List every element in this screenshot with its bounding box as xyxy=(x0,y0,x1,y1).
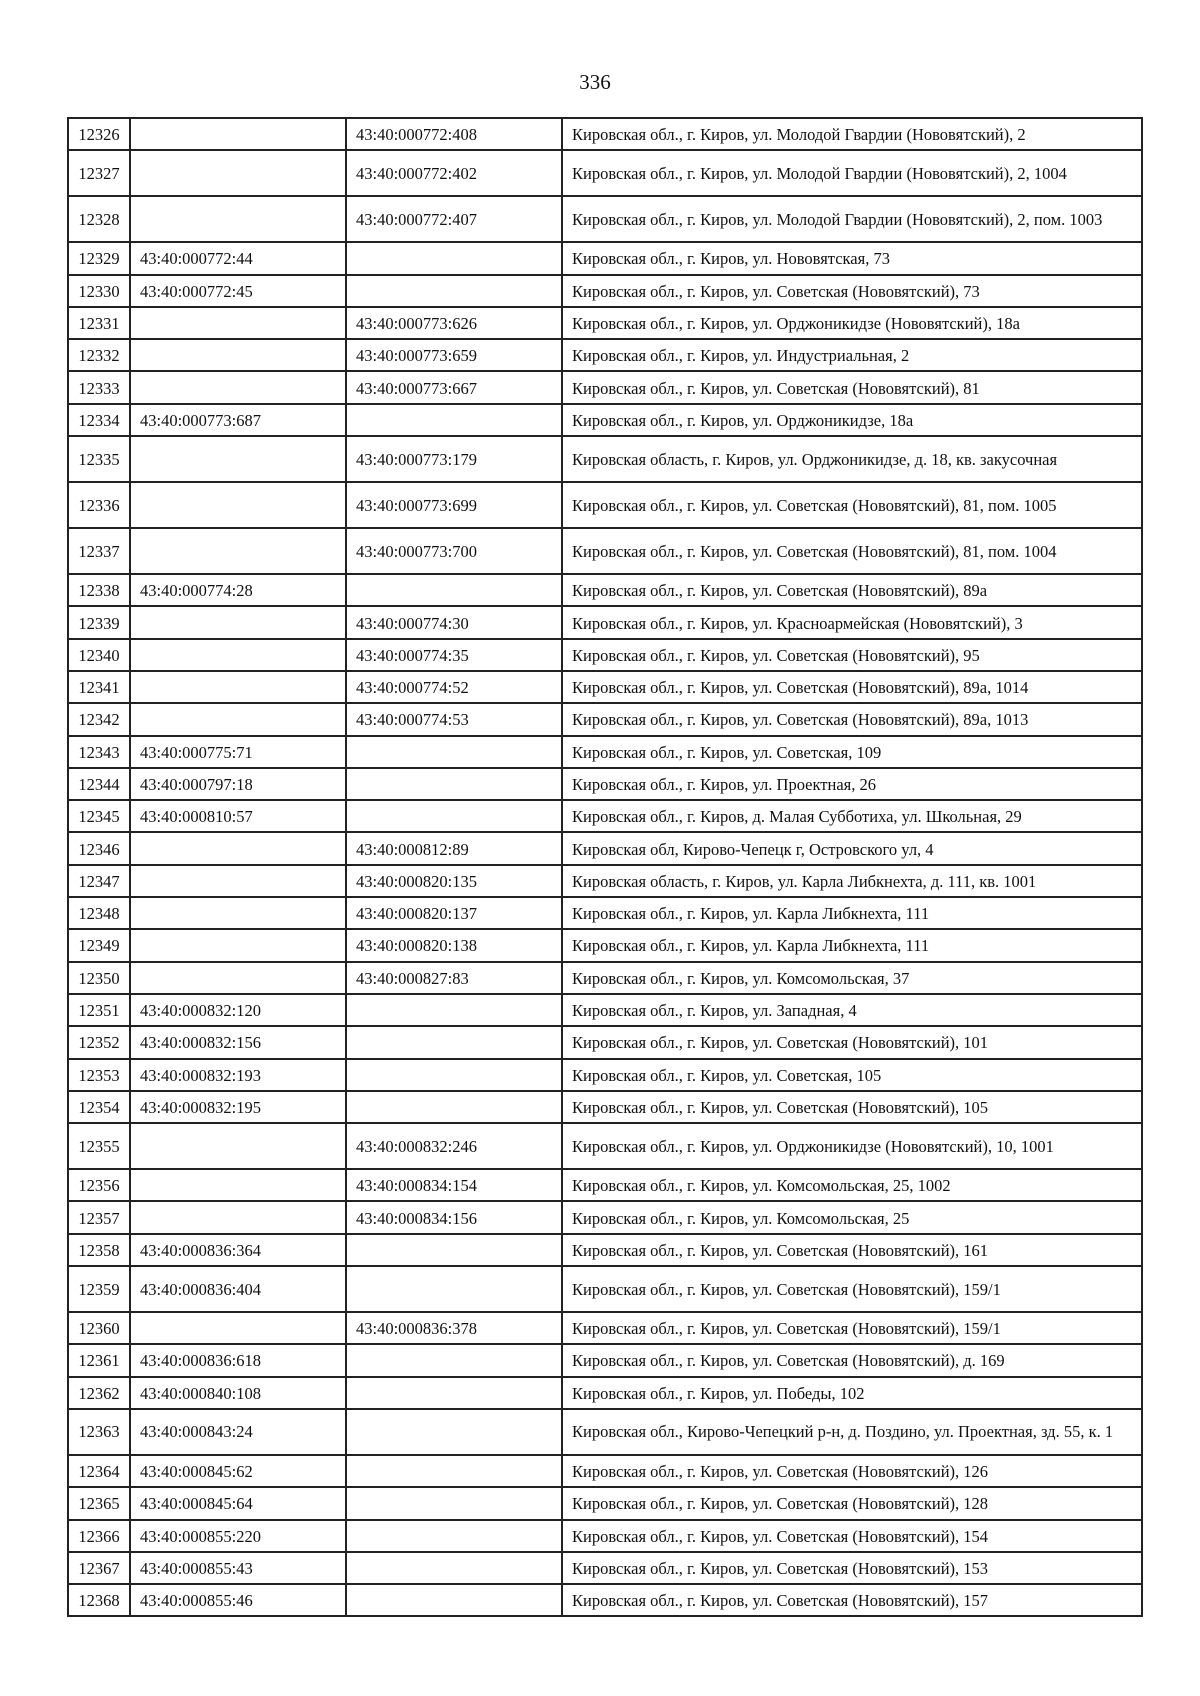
building-cadastral-number-cell xyxy=(346,768,562,800)
land-cadastral-number-cell xyxy=(130,339,346,371)
table-row xyxy=(68,339,1142,371)
row-number-cell: 12347 xyxy=(68,865,130,897)
row-number-cell: 12364 xyxy=(68,1455,130,1487)
row-number-cell: 12361 xyxy=(68,1344,130,1376)
land-cadastral-number-cell xyxy=(130,671,346,703)
address-cell: Кировская обл., г. Киров, ул. Советская (Нововятский), 154 xyxy=(562,1520,1142,1552)
address-cell: Кировская обл., г. Киров, ул. Молодой Гвардии (Нововятский), 2 xyxy=(562,118,1142,150)
land-cadastral-number-cell xyxy=(130,482,346,528)
land-cadastral-number-cell: 43:40:000855:46 xyxy=(130,1584,346,1616)
row-number-cell: 12330 xyxy=(68,275,130,307)
table-row xyxy=(68,307,1142,339)
land-cadastral-number-cell: 43:40:000832:120 xyxy=(130,994,346,1026)
building-cadastral-number-cell: 43:40:000820:138 xyxy=(346,929,562,961)
address-cell: Кировская обл., г. Киров, ул. Советская, 109 xyxy=(562,736,1142,768)
land-cadastral-number-cell: 43:40:000855:43 xyxy=(130,1552,346,1584)
table-row xyxy=(68,606,1142,638)
land-cadastral-number-cell xyxy=(130,196,346,242)
row-number-cell: 12366 xyxy=(68,1520,130,1552)
building-cadastral-number-cell xyxy=(346,404,562,436)
address-cell: Кировская обл., г. Киров, ул. Комсомольская, 25, 1002 xyxy=(562,1169,1142,1201)
address-cell: Кировская обл., г. Киров, ул. Карла Либкнехта, 111 xyxy=(562,897,1142,929)
row-number-cell: 12350 xyxy=(68,962,130,994)
land-cadastral-number-cell xyxy=(130,1201,346,1233)
building-cadastral-number-cell: 43:40:000772:402 xyxy=(346,150,562,196)
address-cell: Кировская обл., г. Киров, ул. Победы, 102 xyxy=(562,1377,1142,1409)
row-number-cell: 12356 xyxy=(68,1169,130,1201)
row-number-cell: 12360 xyxy=(68,1312,130,1344)
address-cell: Кировская обл., г. Киров, ул. Советская (Нововятский), 153 xyxy=(562,1552,1142,1584)
row-number-cell: 12333 xyxy=(68,371,130,403)
address-cell: Кировская обл., г. Киров, ул. Советская (Нововятский), 89а xyxy=(562,574,1142,606)
address-cell: Кировская обл., г. Киров, ул. Советская (Нововятский), 101 xyxy=(562,1026,1142,1058)
table-row xyxy=(68,436,1142,482)
address-cell: Кировская обл., г. Киров, ул. Советская (Нововятский), 81, пом. 1005 xyxy=(562,482,1142,528)
building-cadastral-number-cell xyxy=(346,736,562,768)
building-cadastral-number-cell xyxy=(346,1377,562,1409)
land-cadastral-number-cell: 43:40:000775:71 xyxy=(130,736,346,768)
row-number-cell: 12355 xyxy=(68,1123,130,1169)
table-row xyxy=(68,1312,1142,1344)
table-row xyxy=(68,1409,1142,1455)
row-number-cell: 12357 xyxy=(68,1201,130,1233)
address-cell: Кировская обл., Кирово-Чепецкий р-н, д. Поздино, ул. Проектная, зд. 55, к. 1 xyxy=(562,1409,1142,1455)
land-cadastral-number-cell xyxy=(130,150,346,196)
table-row xyxy=(68,574,1142,606)
address-cell: Кировская обл., г. Киров, ул. Комсомольская, 37 xyxy=(562,962,1142,994)
table-row xyxy=(68,1091,1142,1123)
address-cell: Кировская обл., г. Киров, ул. Индустриальная, 2 xyxy=(562,339,1142,371)
row-number-cell: 12326 xyxy=(68,118,130,150)
table-row xyxy=(68,1377,1142,1409)
address-cell: Кировская обл., г. Киров, ул. Комсомольская, 25 xyxy=(562,1201,1142,1233)
table-row xyxy=(68,671,1142,703)
table-row xyxy=(68,150,1142,196)
registry-table-body xyxy=(68,118,1142,1616)
address-cell: Кировская обл., г. Киров, ул. Советская (Нововятский), 81 xyxy=(562,371,1142,403)
land-cadastral-number-cell xyxy=(130,962,346,994)
building-cadastral-number-cell: 43:40:000773:667 xyxy=(346,371,562,403)
land-cadastral-number-cell xyxy=(130,639,346,671)
address-cell: Кировская обл., г. Киров, ул. Орджоникидзе, 18а xyxy=(562,404,1142,436)
page-number: 336 xyxy=(579,70,611,94)
row-number-cell: 12348 xyxy=(68,897,130,929)
building-cadastral-number-cell xyxy=(346,1059,562,1091)
row-number-cell: 12334 xyxy=(68,404,130,436)
building-cadastral-number-cell xyxy=(346,800,562,832)
land-cadastral-number-cell: 43:40:000855:220 xyxy=(130,1520,346,1552)
row-number-cell: 12352 xyxy=(68,1026,130,1058)
building-cadastral-number-cell: 43:40:000774:52 xyxy=(346,671,562,703)
building-cadastral-number-cell xyxy=(346,1091,562,1123)
table-row xyxy=(68,736,1142,768)
row-number-cell: 12329 xyxy=(68,242,130,274)
row-number-cell: 12341 xyxy=(68,671,130,703)
address-cell: Кировская обл., г. Киров, ул. Советская (Нововятский), 95 xyxy=(562,639,1142,671)
land-cadastral-number-cell xyxy=(130,703,346,735)
table-row xyxy=(68,275,1142,307)
land-cadastral-number-cell: 43:40:000832:193 xyxy=(130,1059,346,1091)
building-cadastral-number-cell xyxy=(346,1344,562,1376)
land-cadastral-number-cell: 43:40:000772:44 xyxy=(130,242,346,274)
row-number-cell: 12335 xyxy=(68,436,130,482)
building-cadastral-number-cell xyxy=(346,994,562,1026)
table-row xyxy=(68,242,1142,274)
row-number-cell: 12345 xyxy=(68,800,130,832)
table-row xyxy=(68,528,1142,574)
building-cadastral-number-cell: 43:40:000773:659 xyxy=(346,339,562,371)
row-number-cell: 12359 xyxy=(68,1266,130,1312)
row-number-cell: 12351 xyxy=(68,994,130,1026)
land-cadastral-number-cell: 43:40:000843:24 xyxy=(130,1409,346,1455)
table-row xyxy=(68,1487,1142,1519)
table-row xyxy=(68,994,1142,1026)
address-cell: Кировская обл., г. Киров, ул. Советская, 105 xyxy=(562,1059,1142,1091)
building-cadastral-number-cell: 43:40:000773:179 xyxy=(346,436,562,482)
address-cell: Кировская обл., г. Киров, ул. Советская (Нововятский), 89а, 1013 xyxy=(562,703,1142,735)
table-row xyxy=(68,703,1142,735)
row-number-cell: 12339 xyxy=(68,606,130,638)
building-cadastral-number-cell xyxy=(346,1552,562,1584)
land-cadastral-number-cell xyxy=(130,307,346,339)
land-cadastral-number-cell xyxy=(130,371,346,403)
row-number-cell: 12368 xyxy=(68,1584,130,1616)
table-row xyxy=(68,1455,1142,1487)
table-row xyxy=(68,196,1142,242)
building-cadastral-number-cell xyxy=(346,1487,562,1519)
building-cadastral-number-cell xyxy=(346,275,562,307)
land-cadastral-number-cell xyxy=(130,118,346,150)
building-cadastral-number-cell: 43:40:000834:154 xyxy=(346,1169,562,1201)
building-cadastral-number-cell xyxy=(346,1520,562,1552)
land-cadastral-number-cell: 43:40:000836:618 xyxy=(130,1344,346,1376)
table-row xyxy=(68,897,1142,929)
land-cadastral-number-cell xyxy=(130,1123,346,1169)
address-cell: Кировская обл., г. Киров, ул. Советская (Нововятский), 126 xyxy=(562,1455,1142,1487)
land-cadastral-number-cell xyxy=(130,606,346,638)
row-number-cell: 12358 xyxy=(68,1234,130,1266)
building-cadastral-number-cell: 43:40:000832:246 xyxy=(346,1123,562,1169)
table-row xyxy=(68,800,1142,832)
land-cadastral-number-cell xyxy=(130,436,346,482)
building-cadastral-number-cell: 43:40:000773:699 xyxy=(346,482,562,528)
address-cell: Кировская обл., г. Киров, ул. Советская (Нововятский), 89а, 1014 xyxy=(562,671,1142,703)
building-cadastral-number-cell: 43:40:000773:700 xyxy=(346,528,562,574)
land-cadastral-number-cell: 43:40:000797:18 xyxy=(130,768,346,800)
land-cadastral-number-cell xyxy=(130,865,346,897)
land-cadastral-number-cell: 43:40:000810:57 xyxy=(130,800,346,832)
address-cell: Кировская обл., г. Киров, ул. Западная, 4 xyxy=(562,994,1142,1026)
address-cell: Кировская обл., г. Киров, ул. Орджоникидзе (Нововятский), 18а xyxy=(562,307,1142,339)
table-row xyxy=(68,1234,1142,1266)
row-number-cell: 12340 xyxy=(68,639,130,671)
address-cell: Кировская область, г. Киров, ул. Карла Либкнехта, д. 111, кв. 1001 xyxy=(562,865,1142,897)
table-row xyxy=(68,1059,1142,1091)
building-cadastral-number-cell xyxy=(346,1026,562,1058)
building-cadastral-number-cell xyxy=(346,1266,562,1312)
table-row xyxy=(68,1584,1142,1616)
building-cadastral-number-cell: 43:40:000774:30 xyxy=(346,606,562,638)
row-number-cell: 12362 xyxy=(68,1377,130,1409)
row-number-cell: 12343 xyxy=(68,736,130,768)
building-cadastral-number-cell xyxy=(346,574,562,606)
row-number-cell: 12331 xyxy=(68,307,130,339)
land-cadastral-number-cell: 43:40:000772:45 xyxy=(130,275,346,307)
table-row xyxy=(68,1026,1142,1058)
land-cadastral-number-cell: 43:40:000836:404 xyxy=(130,1266,346,1312)
land-cadastral-number-cell: 43:40:000840:108 xyxy=(130,1377,346,1409)
land-cadastral-number-cell xyxy=(130,1312,346,1344)
land-cadastral-number-cell: 43:40:000836:364 xyxy=(130,1234,346,1266)
registry-table xyxy=(67,117,1143,1617)
address-cell: Кировская обл., г. Киров, ул. Красноармейская (Нововятский), 3 xyxy=(562,606,1142,638)
land-cadastral-number-cell: 43:40:000773:687 xyxy=(130,404,346,436)
address-cell: Кировская обл., г. Киров, ул. Орджоникидзе (Нововятский), 10, 1001 xyxy=(562,1123,1142,1169)
table-row xyxy=(68,1123,1142,1169)
row-number-cell: 12349 xyxy=(68,929,130,961)
table-row xyxy=(68,962,1142,994)
building-cadastral-number-cell: 43:40:000773:626 xyxy=(346,307,562,339)
address-cell: Кировская обл., г. Киров, ул. Советская (Нововятский), 159/1 xyxy=(562,1312,1142,1344)
table-row xyxy=(68,832,1142,864)
row-number-cell: 12337 xyxy=(68,528,130,574)
table-row xyxy=(68,1552,1142,1584)
table-row xyxy=(68,639,1142,671)
address-cell: Кировская обл., г. Киров, д. Малая Субботиха, ул. Школьная, 29 xyxy=(562,800,1142,832)
building-cadastral-number-cell: 43:40:000820:137 xyxy=(346,897,562,929)
table-row xyxy=(68,865,1142,897)
table-row xyxy=(68,929,1142,961)
address-cell: Кировская обл., г. Киров, ул. Молодой Гвардии (Нововятский), 2, 1004 xyxy=(562,150,1142,196)
building-cadastral-number-cell: 43:40:000834:156 xyxy=(346,1201,562,1233)
land-cadastral-number-cell: 43:40:000832:156 xyxy=(130,1026,346,1058)
row-number-cell: 12354 xyxy=(68,1091,130,1123)
building-cadastral-number-cell xyxy=(346,242,562,274)
address-cell: Кировская обл., г. Киров, ул. Советская (Нововятский), 81, пом. 1004 xyxy=(562,528,1142,574)
land-cadastral-number-cell xyxy=(130,897,346,929)
building-cadastral-number-cell: 43:40:000774:53 xyxy=(346,703,562,735)
row-number-cell: 12328 xyxy=(68,196,130,242)
row-number-cell: 12365 xyxy=(68,1487,130,1519)
table-row xyxy=(68,1201,1142,1233)
row-number-cell: 12338 xyxy=(68,574,130,606)
land-cadastral-number-cell: 43:40:000845:62 xyxy=(130,1455,346,1487)
address-cell: Кировская обл., г. Киров, ул. Советская (Нововятский), 73 xyxy=(562,275,1142,307)
address-cell: Кировская обл., г. Киров, ул. Советская (Нововятский), 159/1 xyxy=(562,1266,1142,1312)
row-number-cell: 12344 xyxy=(68,768,130,800)
building-cadastral-number-cell: 43:40:000772:407 xyxy=(346,196,562,242)
building-cadastral-number-cell xyxy=(346,1234,562,1266)
building-cadastral-number-cell xyxy=(346,1584,562,1616)
land-cadastral-number-cell xyxy=(130,832,346,864)
row-number-cell: 12336 xyxy=(68,482,130,528)
row-number-cell: 12332 xyxy=(68,339,130,371)
table-row xyxy=(68,118,1142,150)
land-cadastral-number-cell: 43:40:000832:195 xyxy=(130,1091,346,1123)
table-row xyxy=(68,768,1142,800)
address-cell: Кировская обл., г. Киров, ул. Нововятская, 73 xyxy=(562,242,1142,274)
row-number-cell: 12327 xyxy=(68,150,130,196)
address-cell: Кировская обл., г. Киров, ул. Карла Либкнехта, 111 xyxy=(562,929,1142,961)
row-number-cell: 12367 xyxy=(68,1552,130,1584)
building-cadastral-number-cell xyxy=(346,1455,562,1487)
row-number-cell: 12353 xyxy=(68,1059,130,1091)
address-cell: Кировская обл., г. Киров, ул. Советская (Нововятский), 157 xyxy=(562,1584,1142,1616)
building-cadastral-number-cell: 43:40:000812:89 xyxy=(346,832,562,864)
table-row xyxy=(68,371,1142,403)
address-cell: Кировская обл., г. Киров, ул. Проектная, 26 xyxy=(562,768,1142,800)
table-row xyxy=(68,482,1142,528)
row-number-cell: 12346 xyxy=(68,832,130,864)
land-cadastral-number-cell: 43:40:000774:28 xyxy=(130,574,346,606)
address-cell: Кировская обл., г. Киров, ул. Советская (Нововятский), 128 xyxy=(562,1487,1142,1519)
building-cadastral-number-cell: 43:40:000820:135 xyxy=(346,865,562,897)
table-row xyxy=(68,404,1142,436)
land-cadastral-number-cell: 43:40:000845:64 xyxy=(130,1487,346,1519)
row-number-cell: 12363 xyxy=(68,1409,130,1455)
building-cadastral-number-cell: 43:40:000772:408 xyxy=(346,118,562,150)
building-cadastral-number-cell: 43:40:000774:35 xyxy=(346,639,562,671)
land-cadastral-number-cell xyxy=(130,929,346,961)
building-cadastral-number-cell xyxy=(346,1409,562,1455)
address-cell: Кировская обл., г. Киров, ул. Советская (Нововятский), 105 xyxy=(562,1091,1142,1123)
address-cell: Кировская обл., г. Киров, ул. Советская (Нововятский), 161 xyxy=(562,1234,1142,1266)
address-cell: Кировская обл., г. Киров, ул. Советская (Нововятский), д. 169 xyxy=(562,1344,1142,1376)
table-row xyxy=(68,1344,1142,1376)
table-row xyxy=(68,1266,1142,1312)
address-cell: Кировская обл., г. Киров, ул. Молодой Гвардии (Нововятский), 2, пом. 1003 xyxy=(562,196,1142,242)
land-cadastral-number-cell xyxy=(130,528,346,574)
building-cadastral-number-cell: 43:40:000827:83 xyxy=(346,962,562,994)
land-cadastral-number-cell xyxy=(130,1169,346,1201)
row-number-cell: 12342 xyxy=(68,703,130,735)
table-row xyxy=(68,1169,1142,1201)
table-row xyxy=(68,1520,1142,1552)
address-cell: Кировская обл, Кирово-Чепецк г, Островского ул, 4 xyxy=(562,832,1142,864)
building-cadastral-number-cell: 43:40:000836:378 xyxy=(346,1312,562,1344)
address-cell: Кировская область, г. Киров, ул. Орджоникидзе, д. 18, кв. закусочная xyxy=(562,436,1142,482)
